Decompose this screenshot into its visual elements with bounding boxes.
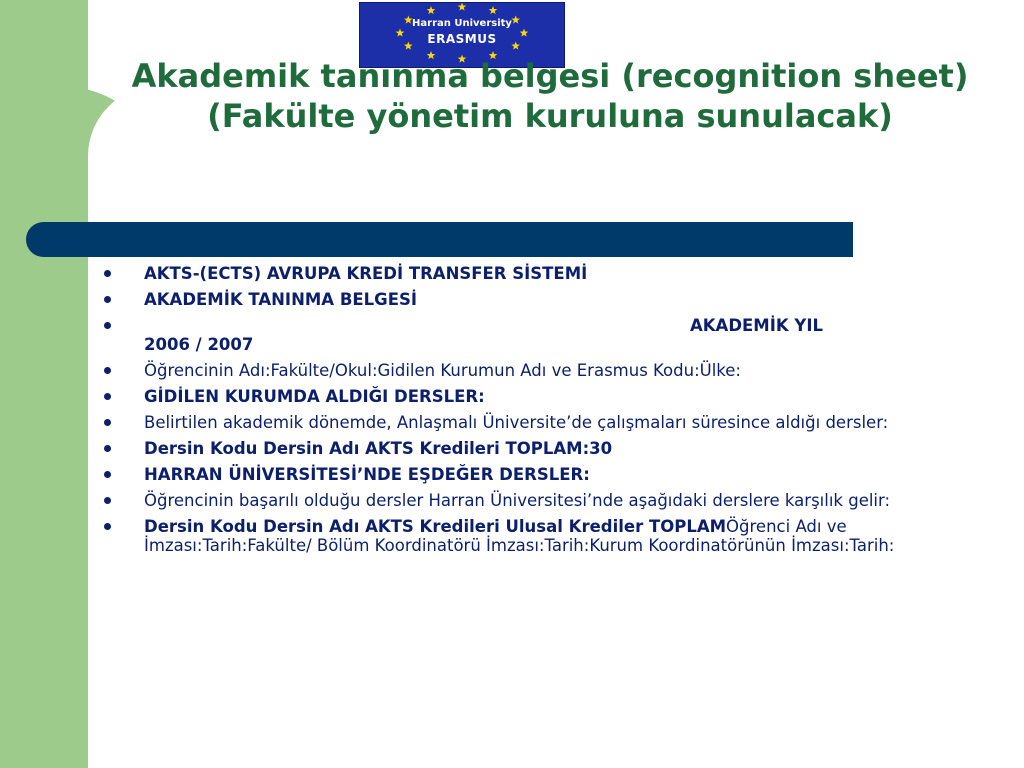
bullet-dot-icon [104,471,111,478]
list-item [98,413,948,432]
star-icon [427,6,436,14]
student-info-line: Öğrencinin Adı:Fakülte/Okul:Gidilen Kurumun Adı ve Erasmus Kodu:Ülke: [144,361,741,380]
recognition-heading: AKADEMİK TANINMA BELGESİ [144,290,418,309]
list-item [98,290,948,309]
list-item [98,439,948,458]
list-item [98,264,948,283]
slide-title: Akademik tanınma belgesi (recognition sheet) (Fakülte yönetim kuruluna sunulacak) [131,57,969,135]
bullet-dot-icon [104,445,111,452]
bullet-dot-icon [104,497,111,504]
list-item [98,316,948,354]
bullet-dot-icon [104,419,111,426]
list-item [98,465,948,484]
equivalent-courses-heading: HARRAN ÜNİVERSİTESİ’NDE EŞDEĞER DERSLER: [144,465,590,484]
list-item [98,517,948,555]
academic-year-label: AKADEMİK YIL [690,316,823,335]
navy-divider-bar [26,222,853,257]
list-item [98,387,948,406]
star-icon [458,3,467,11]
bullet-dot-icon [104,270,111,277]
host-courses-description: Belirtilen akademik dönemde, Anlaşmalı Üniversite’de çalışmaları süresince aldığı dersler: [144,413,889,432]
list-item [98,361,948,380]
host-courses-columns: Dersin Kodu Dersin Adı AKTS Kredileri TOPLAM:30 [144,439,613,458]
logo-university-text: Harran University [412,18,512,29]
bullet-dot-icon [104,523,111,530]
bullet-dot-icon [104,322,111,329]
list-item [98,491,948,510]
host-courses-heading: GİDİLEN KURUMDA ALDIĞI DERSLER: [144,387,485,406]
bullet-list [98,264,948,562]
academic-year-value: 2006 / 2007 [144,335,254,354]
signature-fields: Öğrenci Adı ve İmzası:Tarih:Fakülte/ Bölüm Koordinatörü İmzası:Tarih:Kurum Koordinatörünün İmzası:Tarih: [144,517,895,555]
bullet-dot-icon [104,296,111,303]
star-icon [489,6,498,14]
equivalent-courses-description: Öğrencinin başarılı olduğu dersler Harran Üniversitesi’nde aşağıdaki derslere karşılık gelir: [144,491,891,510]
logo-erasmus-text: ERASMUS [427,32,497,46]
bullet-dot-icon [104,367,111,374]
ects-heading: AKTS-(ECTS) AVRUPA KREDİ TRANSFER SİSTEMİ [144,264,588,283]
equivalent-courses-columns: Dersin Kodu Dersin Adı AKTS Kredileri Ulusal Krediler TOPLAM [144,517,727,536]
bullet-dot-icon [104,393,111,400]
